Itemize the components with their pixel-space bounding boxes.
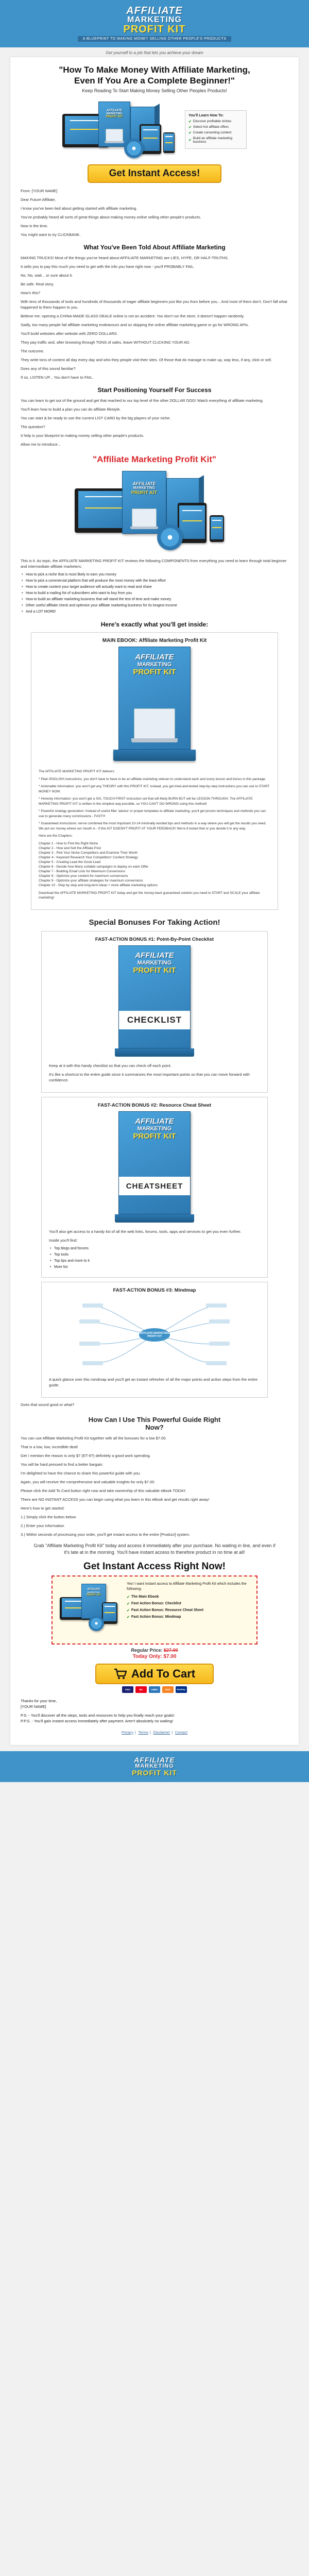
bonus-3-title: FAST-ACTION BONUS #3: Mindmap bbox=[113, 1287, 196, 1293]
sign-name: [YOUR NAME] bbox=[21, 1704, 46, 1709]
kit-bullets bbox=[21, 572, 288, 615]
order-item bbox=[127, 1595, 249, 1599]
does-that-sound: Does that sound good or what? bbox=[21, 1402, 75, 1407]
hero-headline bbox=[21, 64, 288, 86]
bonus-1-paragraph: It's like a shortcut to the entire guide since it summarizes the most important points so that you can move forward with confidence. bbox=[49, 1072, 250, 1082]
inside-title: Here's exactly what you'll get inside: bbox=[100, 621, 209, 628]
site-header bbox=[0, 0, 309, 47]
told-paragraph: You'll build websites after website with ZERO DOLLARS. bbox=[21, 331, 118, 336]
positioning-paragraph: You can learn to get out of the ground and get that reached to our top level of the other DOLLAR DOG! Watch everything of affiliate marketing. bbox=[21, 398, 264, 403]
special-bonuses-title: Special Bonuses For Taking Action! bbox=[89, 918, 220, 927]
told-paragraph: They pay traffic and, after browsing through TONS of sales, leave WITHOUT CLICKING YOUR AD. bbox=[21, 340, 191, 345]
learn-item-label: Select hot affiliate offers bbox=[193, 125, 229, 129]
bonus-3-paragraph: A quick glance over this mindmap and you'll get an instant refresher of all the major points and action steps from the entire guide. bbox=[49, 1377, 258, 1387]
checklist-cover: AFFILIATE MARKETING PROFIT KIT CHECKLIST bbox=[118, 945, 191, 1048]
book-spine bbox=[115, 1048, 194, 1057]
check-icon: ✔ bbox=[188, 125, 192, 129]
tablet-mockup bbox=[102, 1602, 117, 1624]
list-item: • Top tools bbox=[49, 1252, 260, 1258]
main-ebook-cover-image bbox=[108, 647, 201, 765]
main-ebook-paragraph: * Powerful strategy generation: Instead of useful filler 'advice' or proper templates to affiliate marketing, you'll get proven techniques and methods you can use to generate many commissions - FAST!!! bbox=[39, 809, 266, 818]
order-item-label: Fast Action Bonus: Resource Cheat Sheet bbox=[131, 1608, 204, 1612]
check-icon: ✔ bbox=[188, 138, 192, 142]
intro-dear: Dear Future Affiliate, bbox=[21, 197, 56, 202]
how-paragraph: Get I mention the reason is only $7 (ET-9?) definitely a good work spending. bbox=[21, 1453, 151, 1458]
logo-line3: PROFIT KIT bbox=[123, 24, 186, 35]
sign-thanks: Thanks for your time, bbox=[21, 1698, 57, 1703]
learn-box bbox=[185, 110, 247, 149]
ebook-cover: AFFILIATE MARKETING PROFIT KIT bbox=[118, 647, 191, 750]
told-paragraph: Does any of this sound familiar? bbox=[21, 366, 76, 371]
main-ebook-paragraph: * Honesty information: you won't get a SIX, TOUCH FIRST instruction set that will likely BURN BUT will be LESSON THROUGH. The AFFILIATE MARKETING PROFIT KIT is written in the simplest way possible, so YOU CAN'T GO WRONG using this method! bbox=[39, 797, 253, 806]
learn-item bbox=[188, 125, 243, 129]
goal-text: Grab "Affiliate Marketing Profit Kit" today and access it immediately after your purchase. No waiting in line, and even if it's late at in the morning. You'll have instant access to therefore product in no time at all! bbox=[33, 1543, 276, 1555]
list-item: • Top blogs and forums bbox=[49, 1246, 260, 1251]
signature-block bbox=[21, 1698, 288, 1724]
told-paragraph: If so, LISTEN UP... You don't have to FAIL. bbox=[21, 375, 94, 380]
check-icon: ✔ bbox=[127, 1608, 130, 1613]
product-bundle-image bbox=[62, 98, 181, 160]
main-ebook-title: MAIN EBOOK: Affiliate Marketing Profit Kit bbox=[102, 638, 207, 643]
ebook-cover: AFFILIATE MARKETING PROFIT KIT bbox=[122, 471, 166, 534]
told-paragraph: MAKING TRUCKS! Most of the things you've heard about AFFILIATE MARKETING are LIES, HYPE, OR HALF-TRUTHS. bbox=[21, 256, 229, 260]
how-title bbox=[21, 1416, 288, 1431]
mindmap-center: AFFILIATE MARKETING PROFIT KIT bbox=[139, 1328, 170, 1342]
how-step: 2.) Enter your information bbox=[21, 1523, 64, 1528]
bonus-2-paragraph: You'll also get access to a handy list of all the web links, forums, tools, apps and services to get you even further. bbox=[49, 1229, 242, 1234]
learn-title: You'll Learn How To: bbox=[188, 113, 224, 117]
footer-logo-line1: AFFILIATE bbox=[134, 1756, 175, 1764]
chapter-item: Chapter 4 - Keyword Research Your Competitors' Content Strategy bbox=[39, 855, 138, 859]
regular-price-label: Regular Price: bbox=[131, 1647, 163, 1653]
ps-text: P.S. - You'll discover all the steps, tools and resources to help you finally reach your goals! bbox=[21, 1713, 175, 1718]
payment-cards bbox=[21, 1686, 288, 1693]
regular-price-value: $27.00 bbox=[164, 1647, 178, 1653]
footer-link-terms[interactable]: Terms bbox=[138, 1731, 148, 1735]
sales-page bbox=[10, 57, 299, 1745]
order-item-label: The Main Ebook bbox=[131, 1595, 159, 1599]
learn-item bbox=[188, 137, 243, 144]
cheatsheet-cover: AFFILIATE MARKETING PROFIT KIT CHEATSHEET bbox=[118, 1111, 191, 1214]
ebook-cover: AFFILIATE MARKETING PROFIT KIT bbox=[81, 1584, 106, 1619]
footer-logo bbox=[0, 1751, 309, 1782]
logo-line2: MARKETING bbox=[127, 15, 182, 24]
phone-mockup bbox=[210, 515, 224, 542]
positioning-paragraph: Allow me to introduce... bbox=[21, 442, 61, 447]
pps-text: P.P.S. - You'll gain instant access immediately after payment. Aren't absolutely no waiting! bbox=[21, 1718, 174, 1723]
main-ebook-paragraph: * Guaranteed instructions: we've combined the most important 10-14 minimally worded tips and methods in a way where you will get the results you need. We put our money where our mouth is - if this KIT DOESN'T PROFIT AT YOUR FEEDBACK! We're 8 tested that or you decide it in any way. bbox=[39, 822, 267, 831]
told-section-title: What You've Been Told About Affiliate Marketing bbox=[83, 244, 226, 251]
list-item: • How to pick a niche that is most likely to earn you money bbox=[21, 572, 288, 578]
told-paragraph: The outcome. bbox=[21, 349, 44, 353]
order-bundle-image bbox=[60, 1582, 122, 1638]
list-item: • More list bbox=[49, 1265, 260, 1270]
main-ebook-paragraph: The AFFILIATE MARKETING PROFIT KIT delivers: bbox=[39, 770, 115, 773]
add-to-cart-label: Add To Cart bbox=[131, 1667, 196, 1680]
product-name-title: "Affiliate Marketing Profit Kit" bbox=[93, 454, 216, 464]
mindmap-image bbox=[77, 1296, 232, 1374]
how-step: 3.) Within seconds of processing your order, you'll get instant access to the entire [Product] system. bbox=[21, 1532, 191, 1537]
sub-note: Get yourself to a job that lets you achieve your dream bbox=[106, 50, 203, 55]
chapter-item: Chapter 2 - How and Sell the Affiliate Post bbox=[39, 846, 101, 850]
learn-item bbox=[188, 120, 243, 124]
chapter-item: Chapter 5 - Creating Lead the Good Lead bbox=[39, 860, 100, 864]
amex-icon: AMEX bbox=[149, 1686, 160, 1693]
learn-item-label: Create converting content bbox=[193, 131, 232, 134]
chapter-item: Chapter 1 - How to Find the Right Niche bbox=[39, 841, 98, 845]
bonus-3-panel bbox=[41, 1282, 268, 1398]
footer-link-disclaimer[interactable]: Disclaimer bbox=[153, 1731, 170, 1735]
checklist-cover-image bbox=[111, 945, 198, 1059]
told-paragraph: With tens of thousands of tools and hundreds of thousands of eager affiliate beginners just like you from before you... And most of them don't. Don't fall what happened to them happen to you. bbox=[21, 299, 287, 310]
list-item: • Top tips and more to it bbox=[49, 1259, 260, 1264]
cart-icon bbox=[114, 1668, 127, 1680]
footer-logo-box bbox=[132, 1756, 177, 1776]
how-paragraph: Please click the Add To Card button right now and take ownership of this valuable eBook TODAY. bbox=[21, 1488, 186, 1493]
check-icon: ✔ bbox=[188, 120, 192, 124]
chapter-item: Chapter 3 - Pick Your Niche Competitors and Examine Their Worth bbox=[39, 851, 138, 855]
kit-intro: This is it. As topic, the AFFILIATE MARKETING PROFIT KIT reviews the following COMPONENTS from everything you need to learn through total beginner and intermediate affiliate marketers: bbox=[21, 558, 287, 569]
chapter-item: Chapter 7 - Building Email Lists for Maximum Conversions bbox=[39, 869, 125, 873]
told-paragraph: How's this? bbox=[21, 291, 41, 295]
bonus-1-panel bbox=[41, 931, 268, 1093]
list-item: • Other useful affiliate check and optimize your affiliate marketing business for its longest income bbox=[21, 603, 288, 608]
hero-headline-line2: Even If You Are a Complete Beginner!" bbox=[74, 76, 235, 86]
positioning-section-title: Start Positioning Yourself For Success bbox=[97, 386, 212, 394]
told-paragraph: Believe me: opening a CHINA-MADE GLASS DEALE online is not an accident. You don't run the store, it doesn't happen randomly. bbox=[21, 314, 245, 318]
learn-item-label: Discover profitable niches bbox=[193, 120, 232, 123]
check-icon: ✔ bbox=[188, 131, 192, 135]
add-to-cart-button[interactable] bbox=[95, 1664, 214, 1684]
how-paragraph: You will be hard pressed to find a better bargain. bbox=[21, 1462, 104, 1467]
visa-icon: VISA bbox=[122, 1686, 133, 1693]
order-text bbox=[127, 1582, 249, 1638]
order-item-label: Fast Action Bonus: Checklist bbox=[131, 1601, 181, 1605]
cd-mockup bbox=[157, 524, 183, 550]
list-item: • And a LOT MORE! bbox=[21, 609, 288, 615]
order-item bbox=[127, 1608, 249, 1613]
bonus-2-panel bbox=[41, 1097, 268, 1278]
footer-link-contact[interactable]: Contact bbox=[175, 1731, 188, 1735]
positioning-paragraph: It help is your blueprint to making money selling other people's products. bbox=[21, 433, 144, 438]
bonus-1-title: FAST-ACTION BONUS #1: Point-By-Point Checklist bbox=[95, 936, 214, 942]
how-title-line1: How Can I Use This Powerful Guide Right bbox=[88, 1415, 221, 1423]
how-paragraph: I'm delighted to have the chance to share this powerful guide with you. bbox=[21, 1470, 141, 1476]
how-paragraph: Here's how to get started: bbox=[21, 1505, 65, 1511]
chapters-heading: Here are the Chapters: bbox=[39, 834, 73, 838]
ebook-cover: AFFILIATE MARKETING PROFIT KIT bbox=[98, 101, 130, 147]
told-paragraph: They write tons of content all day every day and who they people visit their sites. Of those that do manage to make up, way less, if any, click or sell. bbox=[21, 358, 272, 362]
header-tagline: A BLUEPRINT TO MAKING MONEY SELLING OTHER PEOPLE'S PRODUCTS bbox=[78, 36, 232, 42]
intro-paragraph: You might want to try CLICKBANK. bbox=[21, 232, 81, 237]
product-bundle-large-image bbox=[75, 468, 234, 553]
order-item bbox=[127, 1615, 249, 1619]
order-item-label: Fast Action Bonus: Mindmap bbox=[131, 1615, 181, 1619]
chapter-item: Chapter 6 - Decide how Many cuttable campaigns to deploy on each Offer bbox=[39, 865, 149, 869]
cheatsheet-cover-image bbox=[111, 1111, 198, 1225]
positioning-paragraph: The question? bbox=[21, 425, 45, 429]
book-spine bbox=[115, 1214, 194, 1223]
logo-line1: AFFILIATE bbox=[126, 5, 183, 16]
chapter-list bbox=[39, 841, 270, 888]
told-paragraph: Sadly, too many people fail affiliate marketing endeavours and so skipping the online affiliate marketing game or go for WRONG APIs. bbox=[21, 323, 249, 327]
footer-logo-line2: MARKETING bbox=[135, 1763, 174, 1769]
how-title-line2: Now? bbox=[145, 1423, 164, 1431]
how-paragraph: Again, you will receive the comprehensive and valuable insights for only $7.00. bbox=[21, 1479, 156, 1484]
order-head: Yes! I want instant access to Affiliate Marketing Profit Kit which includes the following: bbox=[127, 1582, 247, 1591]
main-ebook-paragraph: * Plain ENGLISH instructions, you don't have to have to be an affiliate marketing veteran to understand each and every lesson and bonus in this package. bbox=[39, 777, 266, 781]
chapter-item: Chapter 9 - Optimize your affiliate strategies for maximum conversions bbox=[39, 878, 143, 883]
how-step: 1.) Simply click the button below bbox=[21, 1514, 76, 1519]
bonus-2-list bbox=[49, 1246, 260, 1270]
order-item bbox=[127, 1602, 249, 1606]
today-price: Today Only: $7.00 bbox=[132, 1653, 177, 1659]
list-item: • How to create content your target audience will actually want to read and share bbox=[21, 585, 288, 590]
list-item: • How to build a mailing list of subscribers who want to buy from you bbox=[21, 591, 288, 596]
hero-subheadline: Keep Reading To Start Making Money Selling Other Peoples Products! bbox=[82, 88, 227, 93]
list-item: • How to pick a commercial platform that will produce the most money with the least effort bbox=[21, 579, 288, 584]
header-logo bbox=[123, 6, 185, 35]
learn-item-label: Build an affiliate marketing business bbox=[193, 136, 232, 144]
checklist-band: CHECKLIST bbox=[119, 1011, 190, 1029]
phone-mockup bbox=[163, 132, 175, 153]
told-paragraph: It sells you to pay this much you need to get with the info you have right now - you'll PROBABLY FAIL. bbox=[21, 264, 195, 269]
bonus-2-title: FAST-ACTION BONUS #2: Resource Cheat Sheet bbox=[97, 1102, 212, 1108]
hero-headline-line1: "How To Make Money With Affiliate Marketing, bbox=[59, 65, 250, 75]
get-instant-title: Get Instant Access Right Now! bbox=[83, 1561, 226, 1572]
intro-from: From: [YOUR NAME] bbox=[21, 189, 58, 193]
footer-link-privacy[interactable]: Privacy bbox=[121, 1731, 133, 1735]
paypal-icon: PAYPAL bbox=[176, 1686, 187, 1693]
book-spine bbox=[113, 750, 196, 761]
mastercard-icon: MC bbox=[135, 1686, 147, 1693]
cheatsheet-band: CHEATSHEET bbox=[119, 1177, 190, 1195]
chapter-item: Chapter 10 - Step by step and long-term ideas + more affiliate marketing options bbox=[39, 883, 158, 887]
main-ebook-paragraph: * Actionable information: you won't get any THEORY with this PROFIT KIT, instead, you get tried-and-tested step-by-step instructions you can use to START MONEY NOW. bbox=[39, 785, 270, 793]
bonus-1-paragraph: Keep at it with this handy checklist so that you can check off each point. bbox=[49, 1063, 171, 1068]
positioning-paragraph: You'll learn how to build a plan you can do affiliate lifestyle. bbox=[21, 407, 121, 412]
intro-paragraph: You've probably heard all sorts of great things about making money online selling other people's products. bbox=[21, 215, 201, 219]
cd-mockup bbox=[124, 139, 144, 158]
footer-logo-line3: PROFIT KIT bbox=[132, 1769, 177, 1777]
how-paragraph: You can use Affiliate Marketing Profit Kit together with all the bonuses for a low $7.00. bbox=[21, 1435, 167, 1440]
how-paragraph: That is a low, low, incredible deal! bbox=[21, 1444, 78, 1449]
told-paragraph: Be safe. Real story. bbox=[21, 282, 54, 286]
told-paragraph: No. No, wait... or sure about it. bbox=[21, 273, 73, 278]
bonus-2-paragraph: Inside you'll find: bbox=[49, 1238, 78, 1243]
check-icon: ✔ bbox=[127, 1602, 130, 1606]
discover-icon: DISC bbox=[162, 1686, 174, 1693]
order-box bbox=[52, 1575, 258, 1645]
cd-mockup bbox=[89, 1616, 104, 1631]
main-ebook-paragraph: Download the AFFILIATE MARKETING PROFIT KIT today and get the money-back guaranteed solution you need to START and SCALE your affiliate marketing! bbox=[39, 891, 260, 900]
main-ebook-panel bbox=[31, 632, 278, 910]
intro-paragraph: I know you've been lied about getting started with affiliate marketing. bbox=[21, 206, 138, 211]
how-paragraph: There are NO INSTANT ACCESS you can begin using what you learn in this eBook and get results right away! bbox=[21, 1497, 210, 1502]
chapter-item: Chapter 8 - Optimize your content for maximum conversions bbox=[39, 874, 128, 878]
check-icon: ✔ bbox=[127, 1615, 130, 1619]
get-instant-access-button[interactable]: Get Instant Access! bbox=[88, 164, 221, 183]
intro-paragraph: Now is the time. bbox=[21, 224, 48, 228]
learn-item bbox=[188, 131, 243, 135]
hero-row bbox=[21, 98, 288, 160]
regular-price bbox=[21, 1648, 288, 1653]
positioning-paragraph: You can start & be ready to use the current LIST CARD by the big players of your niche. bbox=[21, 416, 171, 420]
check-icon: ✔ bbox=[127, 1595, 130, 1599]
list-item: • How to build an affiliate marketing business that will stand the test of time and make money bbox=[21, 597, 288, 602]
footer-links: Privacy | Terms | Disclaimer | Contact bbox=[121, 1731, 188, 1735]
